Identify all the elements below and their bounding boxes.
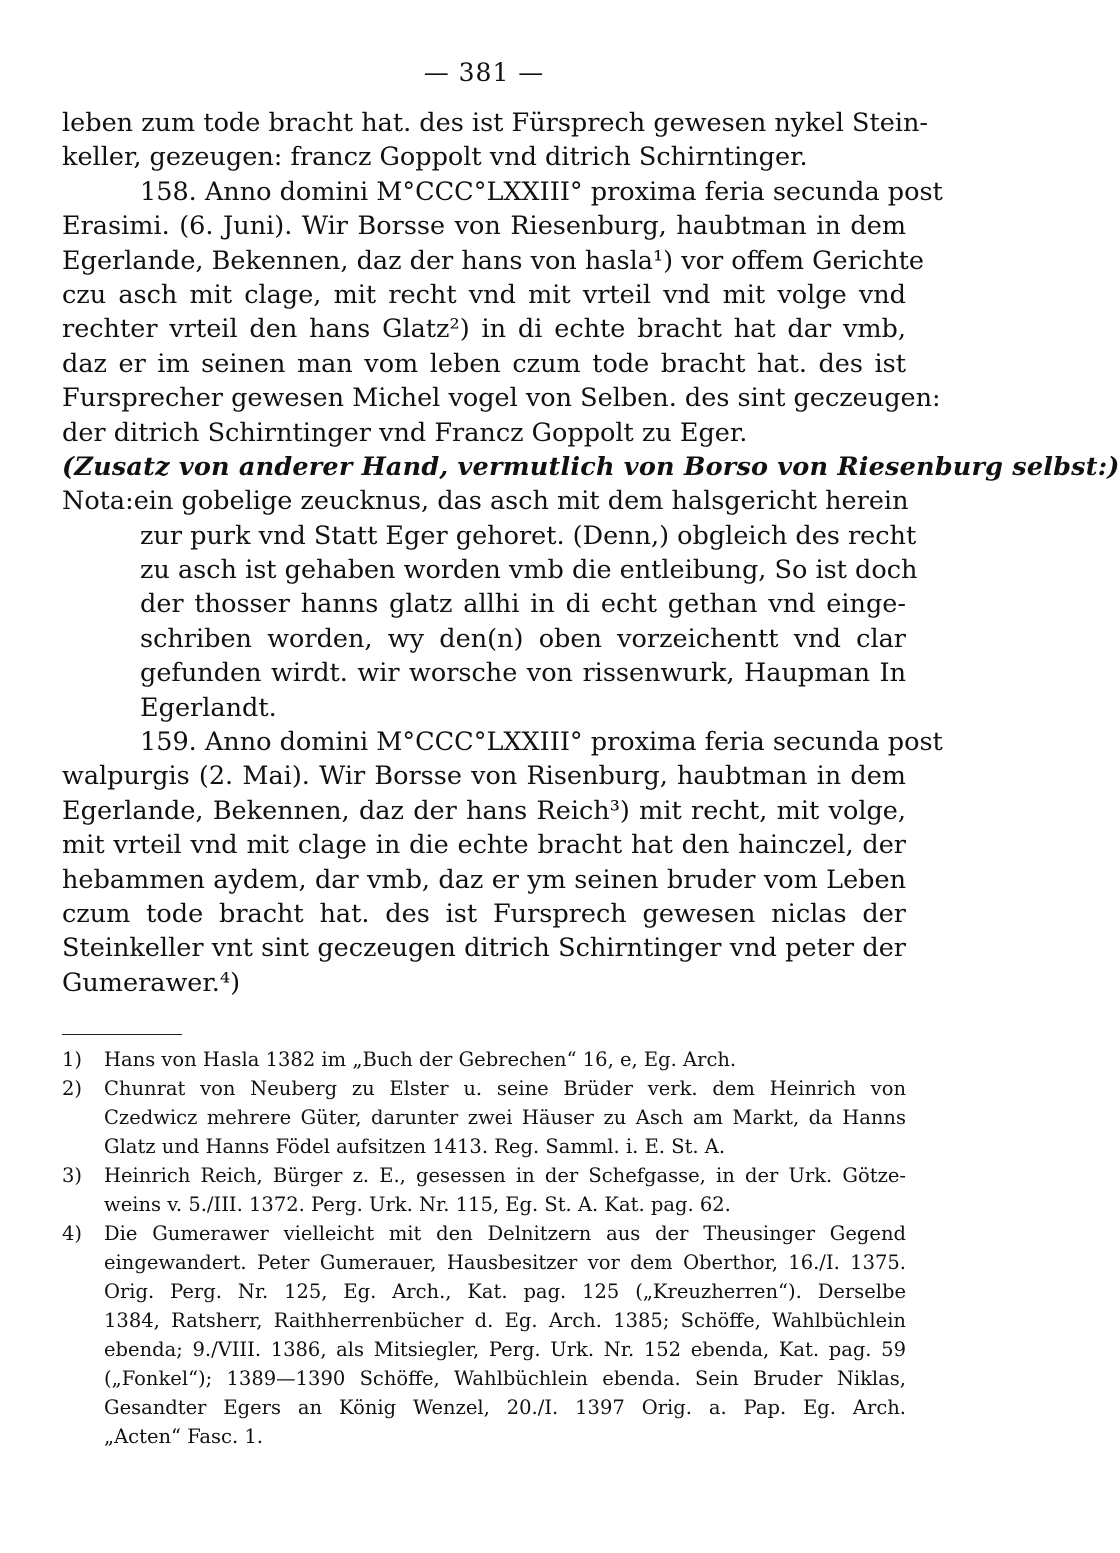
text-line: zu asch ist gehaben worden vmb die entleibung, So ist doch (140, 555, 918, 586)
footnotes (62, 1045, 906, 1451)
footnote-number: 1) (62, 1048, 83, 1072)
main-text (62, 106, 1120, 1000)
text-line: mit vrteil vnd mit clage in die echte bracht hat den hainczel, der (62, 830, 906, 861)
text-line: der thosser hanns glatz allhi in di echt gethan vnd einge- (140, 589, 906, 620)
footnote-number: 2) (62, 1077, 83, 1101)
footnote-line: 1384, Ratsherr, Raithherrenbücher d. Eg. Arch. 1385; Schöffe, Wahlbüchlein (104, 1309, 906, 1333)
text-line: daz er im seinen man vom leben czum tode bracht hat. des ist (62, 348, 906, 379)
footnote-text: Heinrich Reich, Bürger z. E., gesessen in der Schefgasse, in der Urk. Götze- (104, 1164, 906, 1188)
nota-text: ein gobelige zeucknus, das asch mit dem halsgericht herein (133, 486, 909, 517)
text-line: 158. Anno domini M°CCC°LXXIII° proxima feria secunda post (140, 176, 943, 207)
footnote-text: Chunrat von Neuberg zu Elster u. seine Brüder verk. dem Heinrich von (104, 1077, 906, 1101)
footnote-line: Glatz und Hanns Födel aufsitzen 1413. Reg. Samml. i. E. St. A. (104, 1135, 726, 1159)
text-line: czu asch mit clage, mit recht vnd mit vrteil vnd mit volge vnd (62, 279, 906, 310)
text-line: hebammen aydem, dar vmb, daz er ym seinen bruder vom Leben (62, 864, 906, 895)
footnote-line: eingewandert. Peter Gumerauer, Hausbesitzer vor dem Oberthor, 16./I. 1375. (104, 1251, 906, 1275)
footnote-line: weins v. 5./III. 1372. Perg. Urk. Nr. 115, Eg. St. A. Kat. pag. 62. (104, 1193, 731, 1217)
footnote-text: Hans von Hasla 1382 im „Buch der Gebrechen“ 16, e, Eg. Arch. (104, 1048, 737, 1072)
text-line: leben zum tode bracht hat. des ist Fürsprech gewesen nykel Stein- (62, 108, 928, 138)
text-line: Egerlande, Bekennen, daz der hans von hasla¹) vor offem Gerichte (62, 245, 924, 276)
page-number: — 381 — (423, 58, 545, 87)
footnote-line: Orig. Perg. Nr. 125, Eg. Arch., Kat. pag. 125 („Kreuzherren“). Derselbe (104, 1280, 906, 1304)
text-line: Egerlandt. (140, 692, 277, 723)
text-line: schriben worden, wy den(n) oben vorzeichentt vnd clar (140, 623, 906, 654)
footnote-line: „Acten“ Fasc. 1. (104, 1425, 263, 1449)
text-line: Gumerawer.⁴) (62, 967, 241, 998)
text-line: keller, gezeugen: francz Goppolt vnd ditrich Schirntinger. (62, 142, 808, 173)
footnote-line: („Fonkel“); 1389—1390 Schöffe, Wahlbüchlein ebenda. Sein Bruder Niklas, (104, 1367, 906, 1391)
text-line: zur purk vnd Statt Eger gehoret. (Denn,) obgleich des recht (140, 520, 917, 551)
text-line: gefunden wirdt. wir worsche von rissenwurk, Haupman In (140, 658, 906, 689)
text-line (62, 484, 909, 518)
footnote-number: 4) (62, 1222, 83, 1246)
footnote-line: ebenda; 9./VIII. 1386, als Mitsiegler, Perg. Urk. Nr. 152 ebenda, Kat. pag. 59 (104, 1338, 906, 1362)
footnote-text: Die Gumerawer vielleicht mit den Delnitzern aus der Theusinger Gegend (104, 1222, 906, 1246)
footnote-line (62, 1074, 906, 1103)
text-line: walpurgis (2. Mai). Wir Borsse von Risenburg, haubtman in dem (62, 761, 906, 792)
footnote-line (62, 1161, 906, 1190)
footnote-line: Czedwicz mehrere Güter, darunter zwei Häuser zu Asch am Markt, da Hanns (104, 1106, 906, 1130)
nota-label: Nota: (62, 486, 134, 517)
text-line: czum tode bracht hat. des ist Fursprech gewesen niclas der (62, 898, 906, 929)
text-line: der ditrich Schirntinger vnd Francz Goppolt zu Eger. (62, 417, 748, 448)
text-line: Egerlande, Bekennen, daz der hans Reich³) mit recht, mit volge, (62, 795, 906, 826)
text-line: (Zusatz von anderer Hand, vermutlich von Borso von Riesenburg selbst:) (62, 451, 1120, 482)
footnote-number: 3) (62, 1164, 83, 1188)
text-line: 159. Anno domini M°CCC°LXXIII° proxima feria secunda post (140, 727, 943, 758)
footnote-line: Gesandter Egers an König Wenzel, 20./I. 1397 Orig. a. Pap. Eg. Arch. (104, 1396, 906, 1420)
footnote-line (62, 1045, 906, 1074)
text-line: Erasimi. (6. Juni). Wir Borsse von Riesenburg, haubtman in dem (62, 211, 906, 242)
text-line: Steinkeller vnt sint geczeugen ditrich Schirntinger vnd peter der (62, 933, 906, 964)
text-line: rechter vrteil den hans Glatz²) in di echte bracht hat dar vmb, (62, 314, 906, 345)
footnote-separator (62, 1034, 182, 1035)
text-line: Fursprecher gewesen Michel vogel von Selben. des sint geczeugen: (62, 383, 941, 414)
footnote-line (62, 1219, 906, 1248)
document-page (62, 58, 1120, 1451)
